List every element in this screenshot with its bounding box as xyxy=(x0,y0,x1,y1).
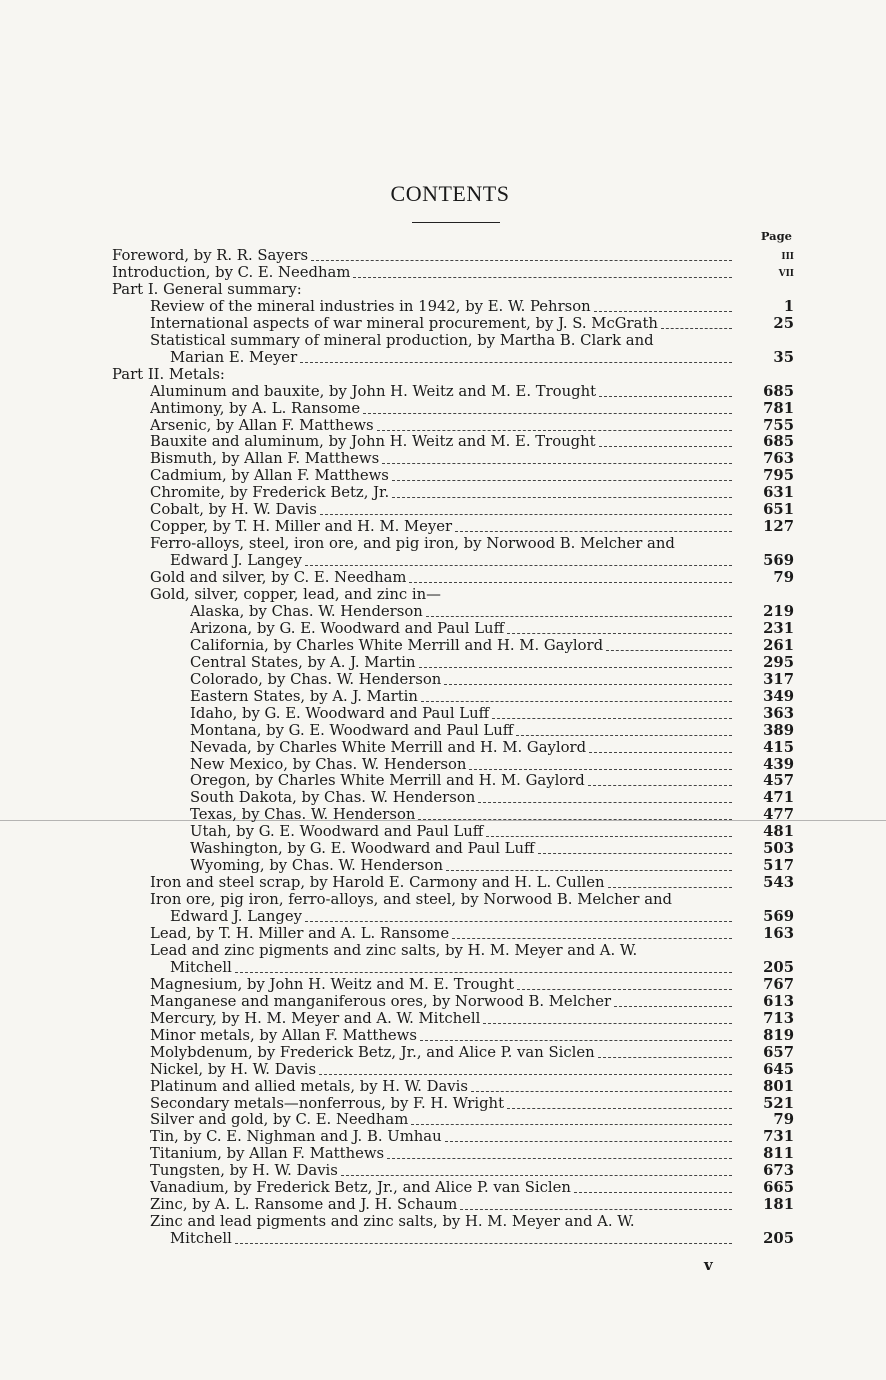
toc-entry-text: Zinc and lead pigments and zinc salts, by H. M. Meyer and A. W. xyxy=(150,1213,635,1231)
dot-leader xyxy=(418,819,732,820)
toc-entry-title xyxy=(150,1010,732,1027)
toc-page-number: 543 xyxy=(763,874,794,892)
toc-entry-text: Secondary metals—nonferrous, by F. H. Wright xyxy=(150,1094,505,1112)
toc-entry-title xyxy=(150,569,732,586)
toc-entry-title xyxy=(190,857,732,874)
toc-entry-text: Molybdenum, by Frederick Betz, Jr., and Alice P. van Siclen xyxy=(150,1043,595,1061)
toc-entry xyxy=(0,1027,886,1044)
toc-entry xyxy=(0,874,886,891)
toc-entry-text: Oregon, by Charles White Merrill and H. M. Gaylord xyxy=(190,772,585,790)
toc-entry xyxy=(0,1078,886,1095)
toc-entry-title xyxy=(170,552,732,569)
toc-entry-title xyxy=(150,874,732,891)
toc-entry-text: Edward J. Langey xyxy=(170,552,302,570)
toc-entry-title xyxy=(150,383,732,400)
toc-entry-text: Cobalt, by H. W. Davis xyxy=(150,501,317,519)
toc-entry-title xyxy=(150,450,732,467)
toc-entry xyxy=(0,281,886,298)
dot-leader xyxy=(409,582,732,583)
toc-page-number: 349 xyxy=(763,687,794,705)
toc-entry xyxy=(0,1010,886,1027)
toc-entry xyxy=(0,959,886,976)
toc-entry-text: Gold and silver, by C. E. Needham xyxy=(150,569,407,587)
toc-page-number: 205 xyxy=(763,1230,794,1248)
dot-leader xyxy=(387,1158,732,1159)
toc-entry xyxy=(0,366,886,383)
dot-leader xyxy=(300,362,732,363)
dot-leader xyxy=(588,785,732,786)
toc-entry-title xyxy=(190,620,732,637)
toc-entry-text: Aluminum and bauxite, by John H. Weitz and M. E. Trought xyxy=(150,382,597,400)
toc-entry xyxy=(0,417,886,434)
toc-entry xyxy=(0,586,886,603)
dot-leader xyxy=(517,989,732,990)
toc-entry-text: Introduction, by C. E. Needham xyxy=(112,263,351,281)
toc-entry-title xyxy=(190,756,732,773)
toc-page-number: 673 xyxy=(763,1162,794,1180)
toc-page-number: 767 xyxy=(763,975,794,993)
dot-leader xyxy=(452,938,732,939)
toc-entry xyxy=(0,1213,886,1230)
toc-entry-text: Colorado, by Chas. W. Henderson xyxy=(190,670,442,688)
toc-entry xyxy=(0,569,886,586)
toc-entry-title xyxy=(150,1145,732,1162)
toc-page-number: 457 xyxy=(763,772,794,790)
toc-entry-title xyxy=(190,671,732,688)
toc-entry-text: Alaska, by Chas. W. Henderson xyxy=(190,602,423,620)
toc-entry-text: Bismuth, by Allan F. Matthews xyxy=(150,450,380,468)
toc-entry xyxy=(0,942,886,959)
toc-page-number: 295 xyxy=(763,653,794,671)
dot-leader xyxy=(471,1091,732,1092)
toc-entry-text: California, by Charles White Merrill and H. M. Gaylord xyxy=(190,636,604,654)
toc-entry-title xyxy=(150,1128,732,1145)
dot-leader xyxy=(661,328,732,329)
toc-entry xyxy=(0,1044,886,1061)
toc-entry-title xyxy=(190,739,732,756)
toc-page-number: 755 xyxy=(763,416,794,434)
toc-page-number: 439 xyxy=(763,755,794,773)
toc-entry-text: Tungsten, by H. W. Davis xyxy=(150,1162,338,1180)
toc-entry xyxy=(0,1128,886,1145)
toc-page-number: 163 xyxy=(763,925,794,942)
toc-entry xyxy=(0,671,886,688)
toc-entry xyxy=(0,400,886,417)
toc-entry xyxy=(0,298,886,315)
toc-entry-title xyxy=(190,705,732,722)
toc-entry xyxy=(0,518,886,535)
toc-entry-title xyxy=(150,535,732,552)
dot-leader xyxy=(455,531,732,532)
toc-entry xyxy=(0,484,886,501)
page-title: CONTENTS xyxy=(390,181,510,206)
dot-leader xyxy=(606,650,732,651)
toc-entry-title xyxy=(150,925,732,942)
dot-leader xyxy=(516,735,732,736)
dot-leader xyxy=(444,684,732,685)
toc-entry-title xyxy=(150,1162,732,1179)
toc-entry-title xyxy=(112,247,732,264)
dot-leader xyxy=(341,1175,732,1176)
toc-entry-text: Nevada, by Charles White Merrill and H. M. Gaylord xyxy=(190,738,587,756)
toc-entry xyxy=(0,772,886,789)
toc-entry-text: Nickel, by H. W. Davis xyxy=(150,1060,317,1078)
toc-entry xyxy=(0,315,886,332)
toc-entry xyxy=(0,654,886,671)
toc-entry xyxy=(0,620,886,637)
toc-entry xyxy=(0,450,886,467)
toc-entry-title xyxy=(150,942,732,959)
toc-page-number: 389 xyxy=(763,721,794,739)
title-rule xyxy=(412,222,500,223)
toc-page-number: 517 xyxy=(763,857,794,875)
toc-page-number: 569 xyxy=(763,908,794,926)
toc-page-number: 127 xyxy=(763,518,794,536)
toc-page-number: vii xyxy=(778,264,794,280)
toc-entry xyxy=(0,756,886,773)
toc-page-number: 205 xyxy=(763,958,794,976)
toc-entry-text: Part I. General summary: xyxy=(112,280,302,298)
toc-entry-title xyxy=(150,484,732,501)
dot-leader xyxy=(478,802,732,803)
toc-entry xyxy=(0,806,886,823)
toc-page-number: 415 xyxy=(763,738,794,756)
dot-leader xyxy=(235,1243,732,1244)
toc-entry-text: Statistical summary of mineral production, by Martha B. Clark and xyxy=(150,331,654,349)
dot-leader xyxy=(483,1023,732,1024)
toc-entry-title xyxy=(150,298,732,315)
toc-entry xyxy=(0,637,886,654)
toc-page-number: 763 xyxy=(763,450,794,468)
toc-entry-text: Zinc, by A. L. Ransome and J. H. Schaum xyxy=(150,1196,458,1214)
toc-entry-text: Iron and steel scrap, by Harold E. Carmony and H. L. Cullen xyxy=(150,874,605,892)
dot-leader xyxy=(392,480,732,481)
toc-page-number: 79 xyxy=(773,1111,794,1129)
toc-entry-text: Ferro-alloys, steel, iron ore, and pig iron, by Norwood B. Melcher and xyxy=(150,535,675,553)
toc-entry-title xyxy=(190,688,732,705)
toc-entry-text: Mitchell xyxy=(170,958,232,976)
toc-entry-title xyxy=(150,400,732,417)
dot-leader xyxy=(486,836,732,837)
toc-entry xyxy=(0,1230,886,1247)
toc-entry-text: Arsenic, by Allan F. Matthews xyxy=(150,416,374,434)
toc-entry-text: Mitchell xyxy=(170,1230,232,1248)
toc-entry-title xyxy=(112,366,732,383)
toc-entry-text: Chromite, by Frederick Betz, Jr. xyxy=(150,484,390,502)
toc-entry xyxy=(0,976,886,993)
dot-leader xyxy=(419,667,732,668)
toc-entry xyxy=(0,908,886,925)
toc-entry-title xyxy=(150,1044,732,1061)
toc-entry xyxy=(0,891,886,908)
toc-entry xyxy=(0,1196,886,1213)
toc-entry-text: Bauxite and aluminum, by John H. Weitz and M. E. Trought xyxy=(150,433,596,451)
toc-entry-text: Review of the mineral industries in 1942, by E. W. Pehrson xyxy=(150,297,591,315)
toc-entry-text: Lead, by T. H. Miller and A. L. Ransome xyxy=(150,925,450,942)
toc-entry-text: Eastern States, by A. J. Martin xyxy=(190,687,418,705)
toc-entry-text: Copper, by T. H. Miller and H. M. Meyer xyxy=(150,518,453,536)
toc-entry xyxy=(0,1095,886,1112)
toc-entry xyxy=(0,688,886,705)
toc-entry xyxy=(0,1111,886,1128)
toc-entry-text: Magnesium, by John H. Weitz and M. E. Trought xyxy=(150,975,515,993)
toc-entry-text: Titanium, by Allan F. Matthews xyxy=(150,1145,385,1163)
toc-entry-title xyxy=(150,1095,732,1112)
toc-entry xyxy=(0,993,886,1010)
toc-page-number: 219 xyxy=(763,602,794,620)
toc-entry-text: Marian E. Meyer xyxy=(170,348,298,366)
toc-entry-title xyxy=(150,315,732,332)
toc-entry-title xyxy=(150,586,732,603)
toc-entry-text: New Mexico, by Chas. W. Henderson xyxy=(190,755,467,773)
toc-entry-text: Cadmium, by Allan F. Matthews xyxy=(150,467,389,485)
dot-leader xyxy=(392,497,732,498)
toc-entry xyxy=(0,722,886,739)
dot-leader xyxy=(377,430,732,431)
toc-entry-text: Silver and gold, by C. E. Needham xyxy=(150,1111,409,1129)
toc-entry-text: Wyoming, by Chas. W. Henderson xyxy=(190,857,444,875)
toc-entry-title xyxy=(190,603,732,620)
toc-entry-title xyxy=(150,332,732,349)
toc-entry-text: Manganese and manganiferous ores, by Norwood B. Melcher xyxy=(150,992,612,1010)
toc-page-number: 363 xyxy=(763,704,794,722)
dot-leader xyxy=(599,446,732,447)
toc-entry-text: International aspects of war mineral procurement, by J. S. McGrath xyxy=(150,314,658,332)
toc-entry xyxy=(0,433,886,450)
toc-entry xyxy=(0,247,886,264)
toc-entry-title xyxy=(150,501,732,518)
dot-leader xyxy=(319,1074,732,1075)
toc-entry xyxy=(0,349,886,366)
dot-leader xyxy=(614,1006,732,1007)
dot-leader xyxy=(507,633,732,634)
toc-entry-text: Tin, by C. E. Nighman and J. B. Umhau xyxy=(150,1128,442,1146)
dot-leader xyxy=(235,972,732,973)
toc-entry-title xyxy=(170,908,732,925)
toc-entry-title xyxy=(150,976,732,993)
toc-entry-text: Part II. Metals: xyxy=(112,365,225,383)
toc-entry xyxy=(0,467,886,484)
toc-entry-text: Platinum and allied metals, by H. W. Davis xyxy=(150,1077,468,1095)
toc-entry xyxy=(0,501,886,518)
toc-page-number: 35 xyxy=(773,348,794,366)
toc-entry-text: Central States, by A. J. Martin xyxy=(190,653,416,671)
toc-entry-title xyxy=(150,1027,732,1044)
toc-entry-text: Iron ore, pig iron, ferro-alloys, and steel, by Norwood B. Melcher and xyxy=(150,891,673,909)
toc-page-number: 25 xyxy=(773,314,794,332)
toc-entry-text: Antimony, by A. L. Ransome xyxy=(150,399,361,417)
toc-entry-text: South Dakota, by Chas. W. Henderson xyxy=(190,789,476,807)
toc-page-number: 795 xyxy=(763,467,794,485)
toc-entry-title xyxy=(150,518,732,535)
toc-page-number: 685 xyxy=(763,433,794,451)
toc-page-number: 781 xyxy=(763,399,794,417)
toc-page-number: 819 xyxy=(763,1026,794,1044)
dot-leader xyxy=(574,1192,732,1193)
toc-page-number: 477 xyxy=(763,806,794,824)
dot-leader xyxy=(507,1108,732,1109)
toc-entry-title xyxy=(150,1196,732,1213)
dot-leader xyxy=(594,311,732,312)
dot-leader xyxy=(382,463,732,464)
toc-page-number: 261 xyxy=(763,636,794,654)
toc-entry xyxy=(0,264,886,281)
toc-page-number: 471 xyxy=(763,789,794,807)
toc-entry-text: Utah, by G. E. Woodward and Paul Luff xyxy=(190,823,484,841)
toc-entry-title xyxy=(190,637,732,654)
toc-page-number: 811 xyxy=(763,1145,794,1163)
toc-entry-title xyxy=(170,349,732,366)
toc-entry-text: Montana, by G. E. Woodward and Paul Luff xyxy=(190,721,514,739)
toc-entry xyxy=(0,552,886,569)
toc-entry-title xyxy=(150,1061,732,1078)
dot-leader xyxy=(421,701,732,702)
dot-leader xyxy=(608,887,732,888)
toc-entry xyxy=(0,823,886,840)
toc-entry xyxy=(0,1179,886,1196)
toc-entry-title xyxy=(190,654,732,671)
toc-entry-text: Gold, silver, copper, lead, and zinc in— xyxy=(150,586,441,603)
toc-page-number: 613 xyxy=(763,992,794,1010)
toc-entry-title xyxy=(170,1230,732,1247)
dot-leader xyxy=(460,1209,732,1210)
toc-entry xyxy=(0,789,886,806)
toc-page-number: 231 xyxy=(763,619,794,637)
toc-entry-text: Idaho, by G. E. Woodward and Paul Luff xyxy=(190,704,490,722)
toc-page-number: 731 xyxy=(763,1128,794,1146)
toc-entry xyxy=(0,332,886,349)
dot-leader xyxy=(363,413,732,414)
dot-leader xyxy=(420,1040,732,1041)
toc-entry xyxy=(0,705,886,722)
toc-entry-text: Edward J. Langey xyxy=(170,908,302,926)
toc-page-number: 569 xyxy=(763,552,794,570)
toc-entry xyxy=(0,840,886,857)
footer-page-number: v xyxy=(704,1256,713,1274)
toc-page-number: 665 xyxy=(763,1179,794,1197)
toc-entry-title xyxy=(150,1179,732,1196)
toc-entry-title xyxy=(150,1111,732,1128)
toc-entry-title xyxy=(150,467,732,484)
toc-entry xyxy=(0,857,886,874)
dot-leader xyxy=(320,514,732,515)
dot-leader xyxy=(446,870,732,871)
toc-entry-text: Lead and zinc pigments and zinc salts, by H. M. Meyer and A. W. xyxy=(150,941,638,959)
toc-entry-title xyxy=(190,789,732,806)
toc-entry-text: Minor metals, by Allan F. Matthews xyxy=(150,1026,417,1044)
toc-entry xyxy=(0,1145,886,1162)
dot-leader xyxy=(469,769,732,770)
dot-leader xyxy=(538,853,732,854)
toc-entry-title xyxy=(150,417,732,434)
toc-page-number: 503 xyxy=(763,840,794,858)
toc-entry-title xyxy=(170,959,732,976)
dot-leader xyxy=(311,260,732,261)
toc-page-number: 1 xyxy=(783,297,794,315)
dot-leader xyxy=(353,277,732,278)
toc-entry-text: Foreword, by R. R. Sayers xyxy=(112,247,309,264)
toc-page-number: 657 xyxy=(763,1043,794,1061)
toc-entry xyxy=(0,1061,886,1078)
toc-entry-text: Vanadium, by Frederick Betz, Jr., and Alice P. van Siclen xyxy=(150,1179,571,1197)
toc-entry xyxy=(0,1162,886,1179)
toc-entry-title xyxy=(150,891,732,908)
toc-entry-title xyxy=(190,840,732,857)
toc-page-number: iii xyxy=(781,248,794,263)
toc-entry-text: Washington, by G. E. Woodward and Paul Luff xyxy=(190,840,535,858)
toc-entry-title xyxy=(190,722,732,739)
toc-entry-title xyxy=(150,993,732,1010)
toc-entry-title xyxy=(112,264,732,281)
toc-page-number: 801 xyxy=(763,1077,794,1095)
toc-entry-text: Texas, by Chas. W. Henderson xyxy=(190,806,416,824)
toc-entry-title xyxy=(190,772,732,789)
toc-entry-title xyxy=(112,281,732,298)
toc-page-number: 79 xyxy=(773,569,794,587)
toc-entry-title xyxy=(190,823,732,840)
toc-page-number: 713 xyxy=(763,1009,794,1027)
toc-entry xyxy=(0,535,886,552)
toc-page-number: 521 xyxy=(763,1094,794,1112)
dot-leader xyxy=(305,565,732,566)
dot-leader xyxy=(598,1057,732,1058)
dot-leader xyxy=(445,1141,732,1142)
toc-entry-text: Mercury, by H. M. Meyer and A. W. Mitchell xyxy=(150,1009,481,1027)
toc-entry xyxy=(0,383,886,400)
toc-entry-title xyxy=(190,806,732,823)
toc-page-number: 645 xyxy=(763,1060,794,1078)
toc-page-number: 181 xyxy=(763,1196,794,1214)
toc-page-number: 481 xyxy=(763,823,794,841)
toc-page-number: 685 xyxy=(763,382,794,400)
toc-page-number: 651 xyxy=(763,501,794,519)
dot-leader xyxy=(589,752,732,753)
page-column-label: Page xyxy=(760,229,792,243)
toc-entry-text: Arizona, by G. E. Woodward and Paul Luff xyxy=(190,619,505,637)
toc-entry xyxy=(0,603,886,620)
dot-leader xyxy=(305,921,732,922)
toc-page-number: 317 xyxy=(763,670,794,688)
toc-entry xyxy=(0,739,886,756)
dot-leader xyxy=(492,718,732,719)
dot-leader xyxy=(411,1124,732,1125)
toc-entry-title xyxy=(150,1078,732,1095)
toc-entry xyxy=(0,925,886,942)
toc-entry-title xyxy=(150,433,732,450)
dot-leader xyxy=(426,616,732,617)
dot-leader xyxy=(599,396,732,397)
toc-page-number: 631 xyxy=(763,484,794,502)
toc-entry-title xyxy=(150,1213,732,1230)
